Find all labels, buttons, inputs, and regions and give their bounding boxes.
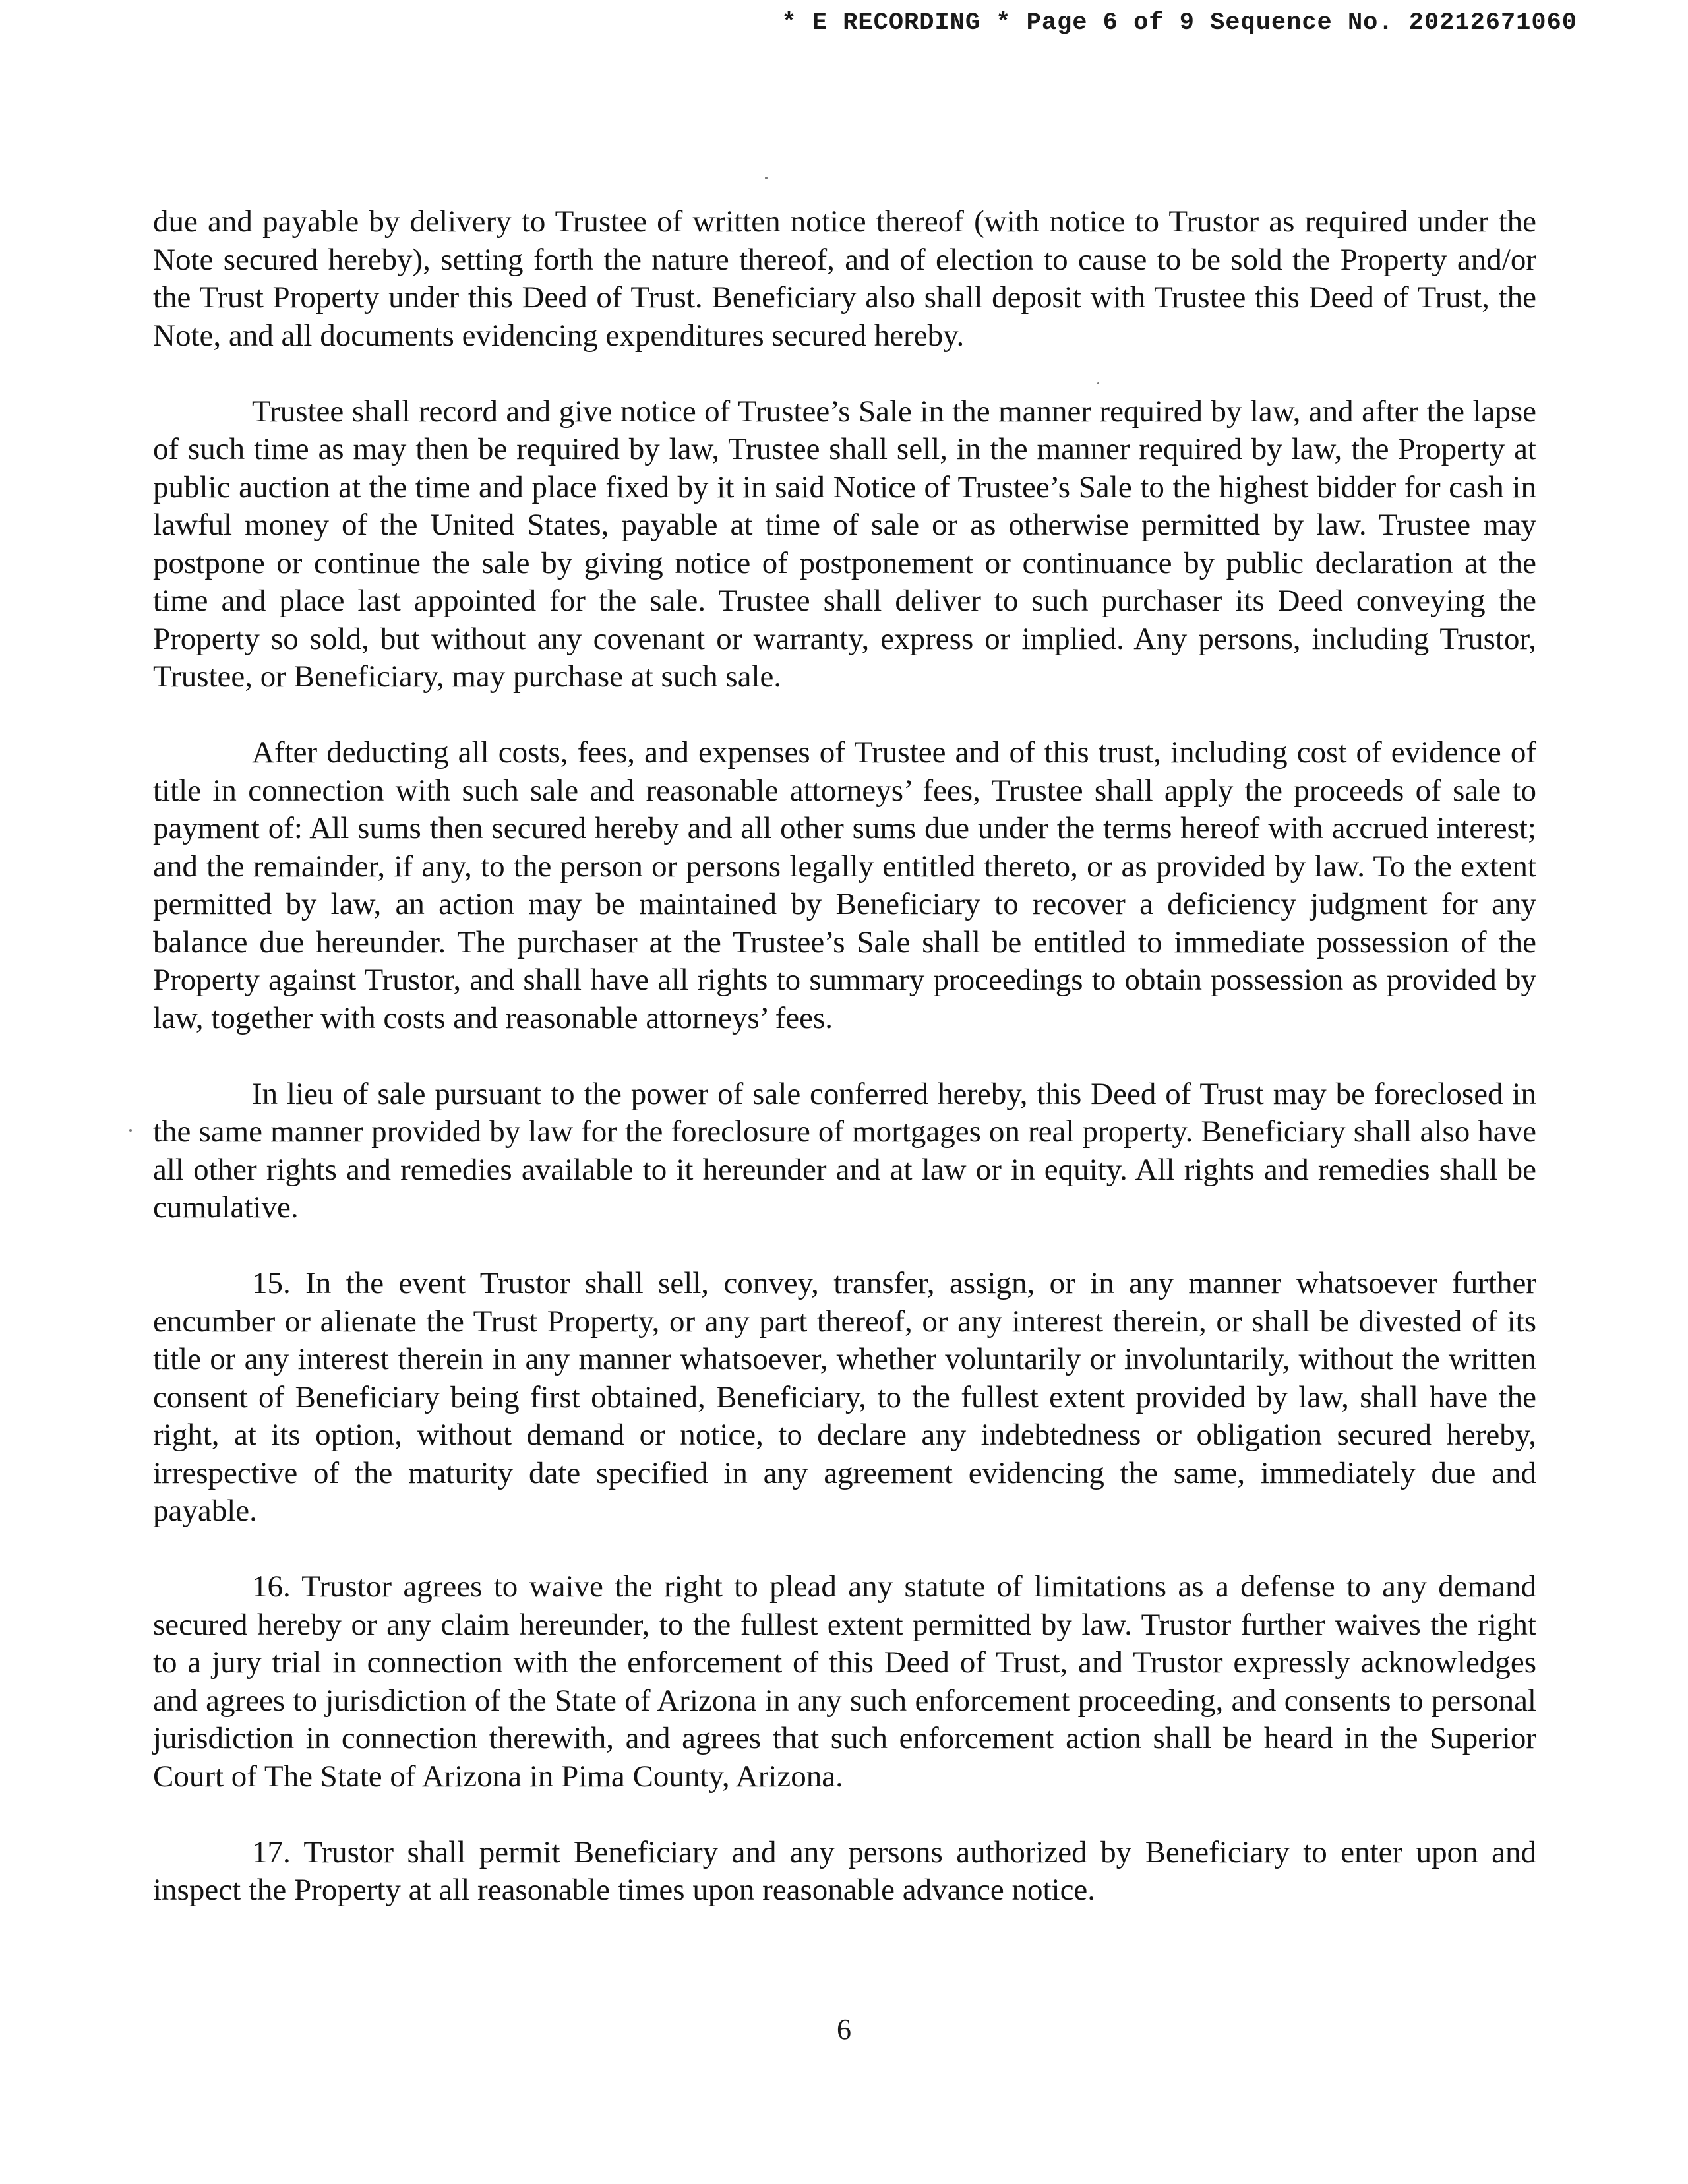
paragraph-sale-proceeds: After deducting all costs, fees, and expenses of Trustee and of this trust, including cost of evidence of title in connection with such sale and reasonable attorneys’ fees, Trustee shall apply the proceeds of sale to payment of: All sums then secured hereby and all other sums due under the terms hereof with accrued interest; and the remainder, if any, to the person or persons legally entitled thereto, or as provided by law. To the extent permitted by law, an action may be maintained by Beneficiary to recover a deficiency judgment for any balance due hereunder. The purchaser at the Trustee’s Sale shall be entitled to immediate possession of the Property against Trustor, and shall have all rights to summary proceedings to obtain possession as provided by law, together with costs and reasonable attorneys’ fees. <box>153 735 1536 1035</box>
paragraph-section-15: 15. In the event Trustor shall sell, convey, transfer, assign, or in any manner whatsoever further encumber or alienate the Trust Property, or any part thereof, or any interest therein, or shall be divested of its title or any interest therein in any manner whatsoever, whether voluntarily or involuntarily, without the written consent of Beneficiary being first obtained, Beneficiary, to the fullest extent provided by law, shall have the right, at its option, without demand or notice, to declare any indebtedness or obligation secured hereby, irrespective of the maturity date specified in any agreement evidencing the same, immediately due and payable. <box>153 1266 1536 1528</box>
scan-speck <box>765 177 768 179</box>
scan-speck <box>129 1129 132 1132</box>
paragraph-section-16: 16. Trustor agrees to waive the right to plead any statute of limitations as a defense to any demand secured hereby or any claim hereunder, to the fullest extent permitted by law. Trustor further waives the right to a jury trial in connection with the enforcement of this Deed of Trust, and Trustor expressly acknowledges and agrees to jurisdiction of the State of Arizona in any such enforcement proceeding, and consents to personal jurisdiction in connection therewith, and agrees that such enforcement action shall be heard in the Superior Court of The State of Arizona in Pima County, Arizona. <box>153 1569 1536 1794</box>
recording-header: * E RECORDING * Page 6 of 9 Sequence No. 20212671060 <box>781 9 1577 37</box>
paragraph-trustee-sale: Trustee shall record and give notice of Trustee’s Sale in the manner required by law, and after the lapse of such time as may then be required by law, Trustee shall sell, in the manner required by law, the Property at public auction at the time and place fixed by it in said Notice of Trustee’s Sale to the highest bidder for cash in lawful money of the United States, payable at time of sale or as otherwise permitted by law. Trustee may postpone or continue the sale by giving notice of postponement or continuance by public declaration at the time and place last appointed for the sale. Trustee shall deliver to such purchaser its Deed conveying the Property so sold, but without any covenant or warranty, express or implied. Any persons, including Trustor, Trustee, or Beneficiary, may purchase at such sale. <box>153 394 1536 694</box>
page-number: 6 <box>837 2013 851 2046</box>
paragraph-continued: due and payable by delivery to Trustee of written notice thereof (with notice to Trustor as required under the Note secured hereby), setting forth the nature thereof, and of election to cause to be sold the Property and/or the Trust Property under this Deed of Trust. Beneficiary also shall deposit with Trustee this Deed of Trust, the Note, and all documents evidencing expenditures secured hereby. <box>153 204 1536 353</box>
paragraph-section-17: 17. Trustor shall permit Beneficiary and any persons authorized by Beneficiary to enter upon and inspect the Property at all reasonable times upon reasonable advance notice. <box>153 1835 1536 1907</box>
paragraph-foreclosure: In lieu of sale pursuant to the power of sale conferred hereby, this Deed of Trust may be foreclosed in the same manner provided by law for the foreclosure of mortgages on real property. Beneficiary shall also have all other rights and remedies available to it hereunder and at law or in equity. All rights and remedies shall be cumulative. <box>153 1076 1536 1225</box>
document-body <box>153 203 1536 1947</box>
